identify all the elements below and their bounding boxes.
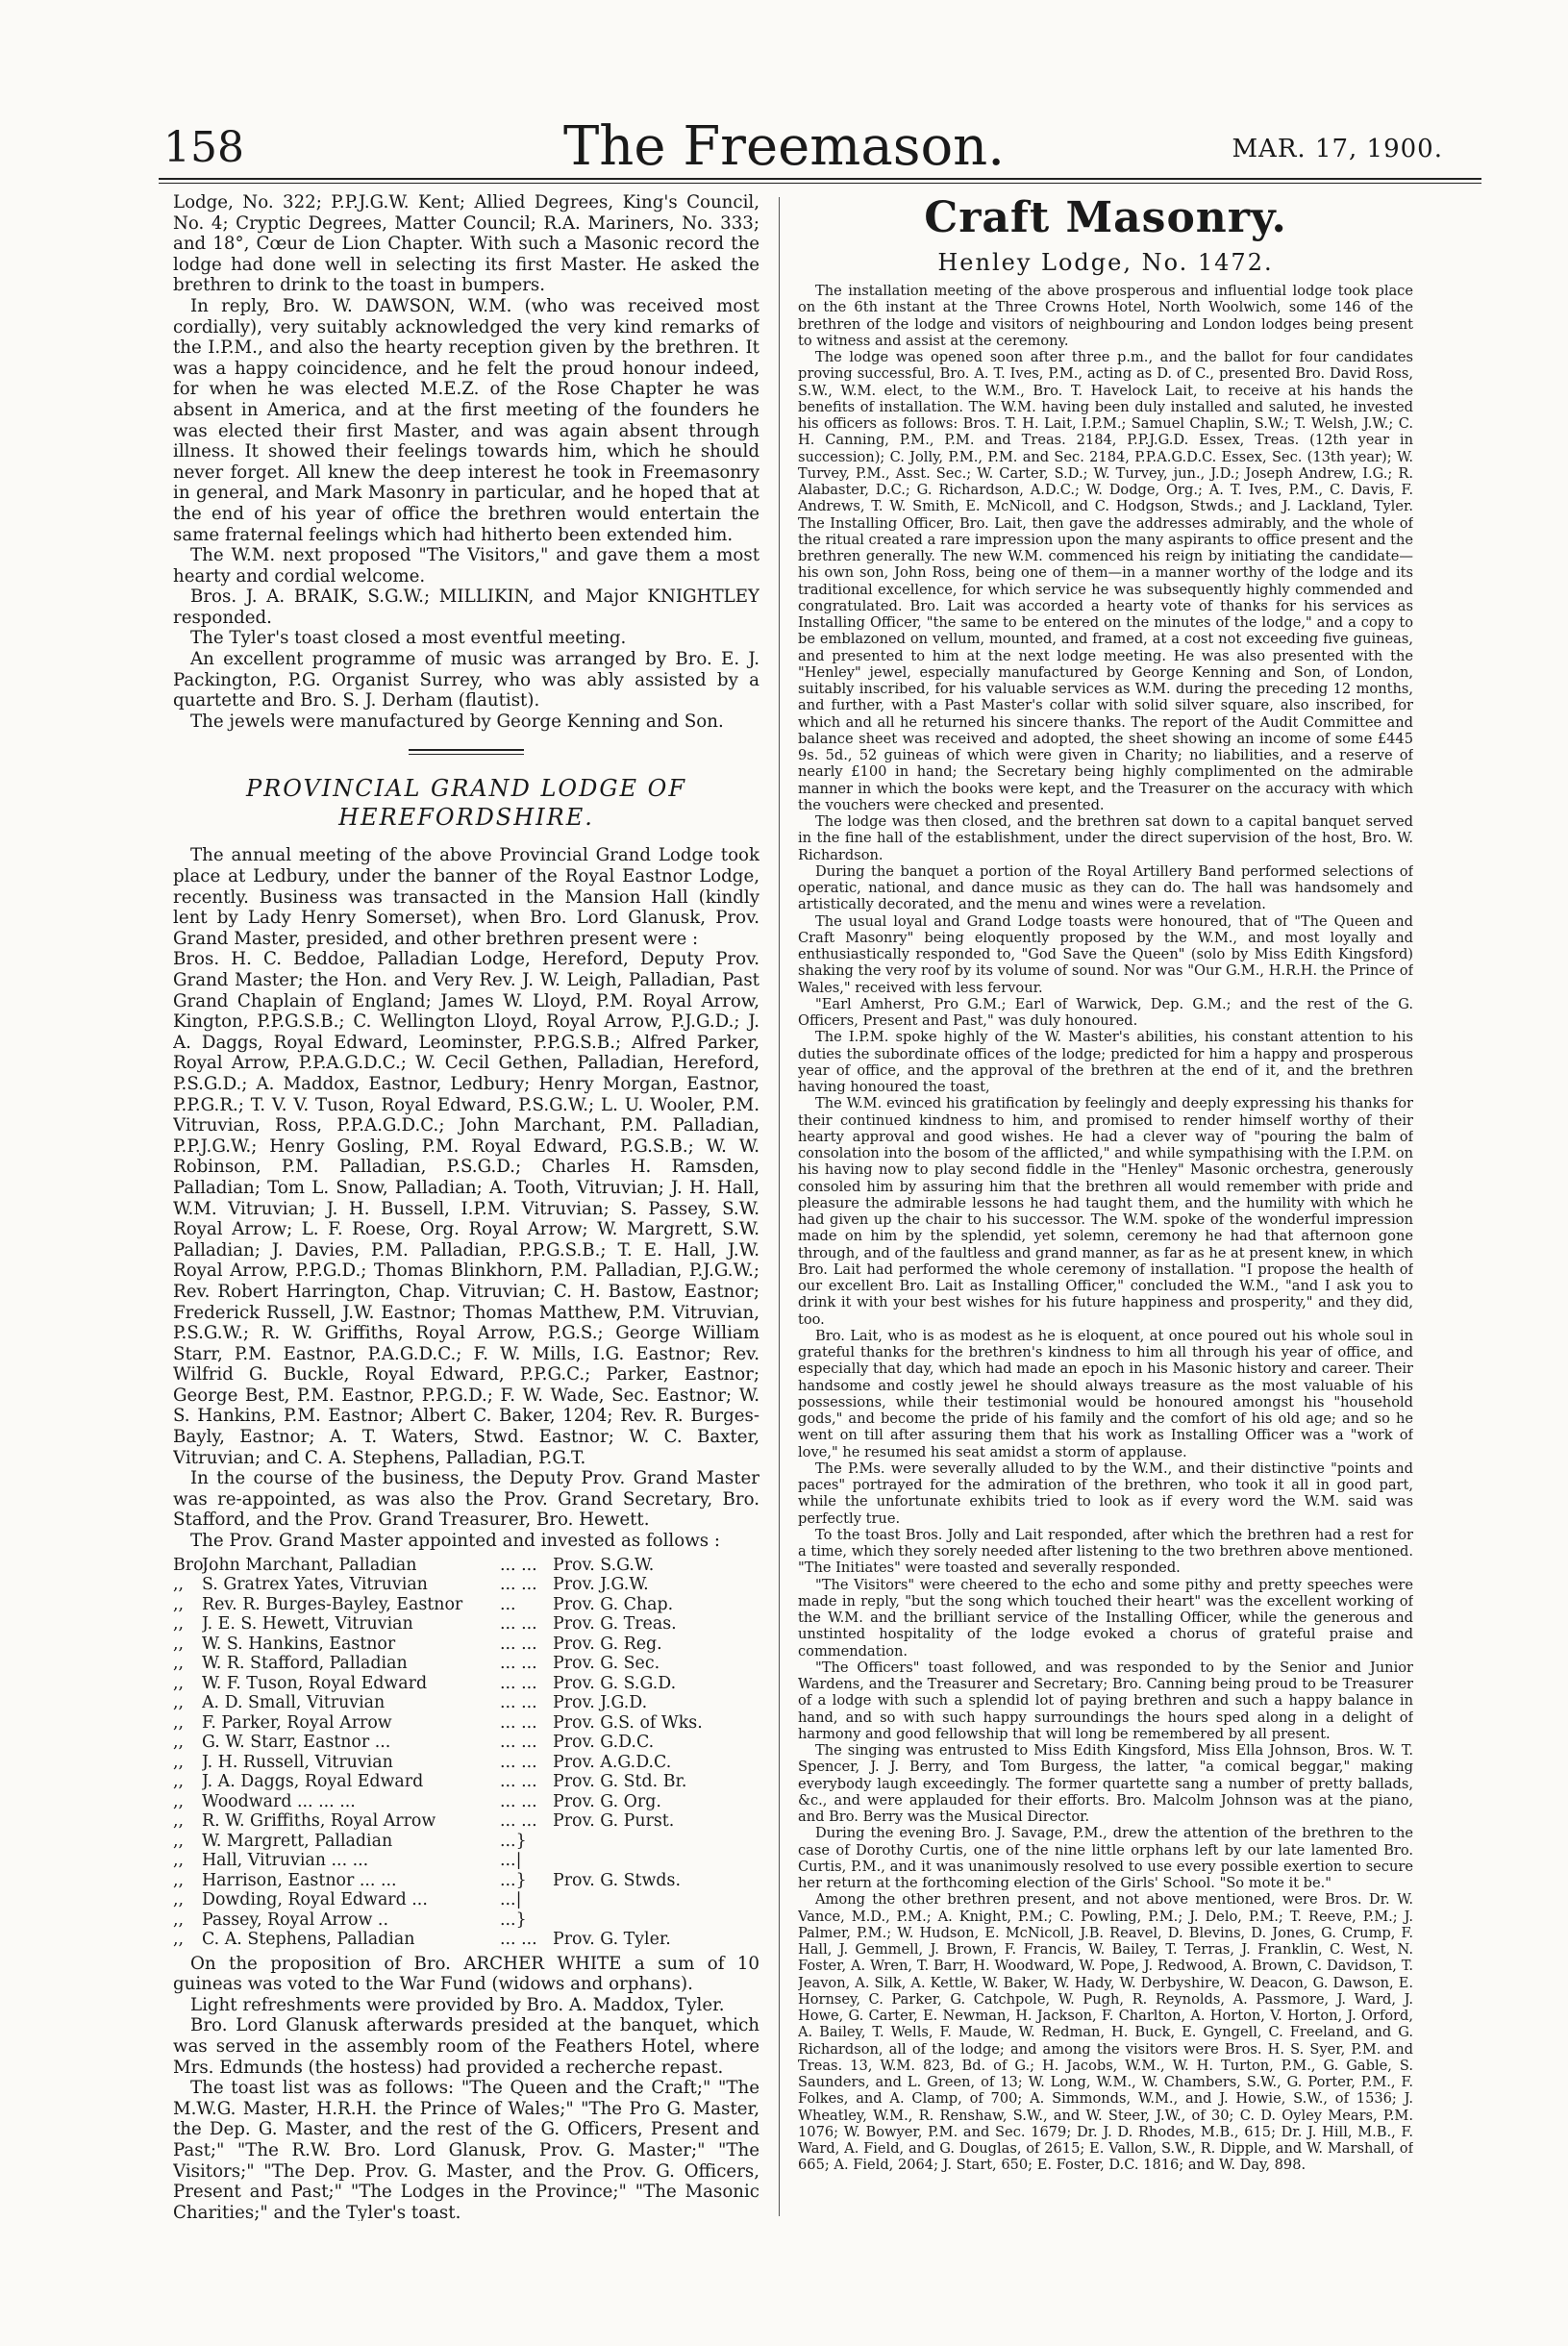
appointment-leader: ...} [500,1870,527,1890]
paragraph: Light refreshments were provided by Bro. A. Maddox, Tyler. [190,1994,725,2015]
page-header [96,106,1472,183]
appointment-row [173,1693,759,1713]
appointment-name: J. E. S. Hewett, Vitruvian [202,1614,413,1635]
paragraph: "The Officers" toast followed, and was responded to by the Senior and Junior Wardens, and the Treasurer and Secretary; Bro. Canning being proud to be Treasurer of a lodge with such a splendid lot of paying brethren and such a happy balance in hand, and so with such happy surroundings the hours sped along in a delight of harmony and good fellowship that will long be remembered by all present. [798,1659,1413,1742]
appointment-leader: ... ... [500,1654,537,1674]
appointment-office [553,1890,759,1910]
paragraph: An excellent programme of music was arranged by Bro. E. J. Packington, P.G. Organist Surrey, who was ably assisted by a quartette and Bro. S. J. Derham (flautist). [173,649,759,711]
right-column [798,192,1413,2221]
appointment-office: Prov. S.G.W. [553,1555,655,1575]
appointment-prefix: Bro. [173,1555,209,1575]
appointment-row [173,1753,759,1773]
appointment-row [173,1890,759,1910]
paragraph: The W.M. next proposed "The Visitors," and gave them a most hearty and cordial welcome. [173,545,759,586]
paragraph: The toast list was as follows: "The Queen and the Craft;" "The M.W.G. Master, H.R.H. the Prince of Wales;" "The Pro G. Master, the Dep. G. Master, and the rest of the G. Officers, Present and Past;" "The R.W. Bro. Lord Glanusk, Prov. G. Master;" "The Visitors;" "The Dep. Prov. G. Master, and the Prov. G. Officers, Present and Past;" "The Lodges in the Province;" "The Masonic Charities;" and the Tyler's toast. [173,2078,759,2221]
appointment-office: Prov. A.G.D.C. [553,1752,672,1772]
appointment-office: Prov. G. Stwds. [553,1870,682,1890]
appointment-office: Prov. G. Chap. [553,1594,674,1614]
appointment-leader: ...| [500,1851,522,1871]
appointment-prefix: ,, [173,1870,185,1890]
paragraph: The singing was entrusted to Miss Edith Kingsford, Miss Ella Johnson, Bros. W. T. Spencer, J. J. Berry, and Tom Burgess, the latter, "a comical beggar," making everybody laugh exceedingly. The former quartette sang a number of pretty ballads, &c., and were applauded for their efforts. Bro. Malcolm Johnson was at the piano, and Bro. Berry was the Musical Director. [798,1742,1413,1825]
appointment-office: Prov. J.G.W. [553,1575,649,1595]
section-heading-line: PROVINCIAL GRAND LODGE OF [246,775,686,803]
appointment-name: C. A. Stephens, Palladian [202,1930,415,1950]
paragraph: Among the other brethren present, and not above mentioned, were Bros. Dr. W. Vance, M.D., P.M.; A. Knight, P.M.; C. Powling, P.M.; J. Delo, P.M.; T. Reeve, P.M.; J. Palmer, P.M.; W. Hudson, E. McNicoll, J.B. Reavel, D. Blevins, D. Jones, G. Crump, F. Hall, J. Gemmell, J. Brown, F. Francis, W. Bailey, T. Terras, J. Franklin, C. West, N. Foster, A. Wren, T. Barr, H. Woodward, W. Pope, J. Redwood, A. Brown, C. Davidson, T. Jeavon, A. Silk, A. Kettle, W. Baker, W. Hady, W. Derbyshire, W. Deacon, G. Dawson, E. Hornsey, C. Parker, G. Catchpole, W. Pugh, R. Reynolds, A. Passmore, J. Ward, J. Howe, G. Carter, E. Newman, H. Jackson, F. Charlton, A. Horton, V. Horton, J. Orford, A. Bailey, T. Wells, F. Maude, W. Redman, H. Buck, E. Gyngell, C. Freeland, and G. Richardson, all of the lodge; and among the visitors were Bros. H. S. Syer, P.M. and Treas. 13, W.M. 823, Bd. of G.; H. Jacobs, W.M., W. H. Turton, P.M., G. Gable, S. Saunders, and L. Green, of 13; W. Long, W.M., W. Chambers, S.W., G. Porter, P.M., F. Folkes, and A. Clamp, of 700; A. Simmonds, W.M., and J. Howie, S.W., of 1536; J. Wheatley, W.M., R. Renshaw, S.W., and W. Steer, J.W., of 30; C. D. Oyley Mears, P.M. 1076; W. Bowyer, P.M. and Sec. 1679; Dr. J. D. Rhodes, M.B., 615; Dr. J. Hill, M.B., F. Ward, A. Field, and G. Douglas, of 2615; E. Vallon, S.W., R. Dipple, and W. Marshall, of 665; A. Field, 2064; J. Start, 650; E. Foster, D.C. 1816; and W. Day, 898. [798,1891,1413,2174]
appointment-row [173,1871,759,1891]
appointment-office: Prov. G. Reg. [553,1634,662,1654]
appointment-prefix: ,, [173,1614,185,1635]
paragraph: Bro. Lord Glanusk afterwards presided at the banquet, which was served in the assembly room of the Feathers Hotel, where Mrs. Edmunds (the hostess) had provided a recherche repast. [173,2015,759,2078]
appointment-leader: ...| [500,1890,522,1910]
paragraph: Bros. J. A. BRAIK, S.G.W.; MILLIKIN, and Major KNIGHTLEY responded. [173,586,759,628]
appointment-office: Prov. G.S. of Wks. [553,1712,703,1733]
paragraph: The installation meeting of the above prosperous and influential lodge took place on the 6th instant at the Three Crowns Hotel, North Woolwich, some 146 of the brethren of the lodge and visitors of neighbouring and London lodges being present to witness and assist at the ceremony. [798,283,1413,349]
appointment-row [173,1556,759,1576]
paragraph: The jewels were manufactured by George Kenning and Son. [190,711,724,732]
appointment-leader: ... ... [500,1614,537,1635]
paragraph: The Tyler's toast closed a most eventful meeting. [190,628,627,649]
section-heading-line: HEREFORDSHIRE. [338,804,594,832]
appointment-name: W. Margrett, Palladian [202,1831,393,1851]
appointment-prefix: ,, [173,1693,185,1713]
appointment-leader: ...} [500,1909,527,1930]
appointment-prefix: ,, [173,1791,185,1811]
section-title: Craft Masonry. [924,193,1287,242]
appointment-prefix: ,, [173,1733,185,1753]
appointment-row [173,1851,759,1871]
appointment-name: John Marchant, Palladian [202,1555,417,1575]
appointment-row [173,1575,759,1595]
appointment-name: W. R. Stafford, Palladian [202,1654,408,1674]
appointment-prefix: ,, [173,1752,185,1772]
appointment-name: Rev. R. Burges-Bayley, Eastnor [202,1594,463,1614]
appointment-office [553,1910,759,1931]
paragraph: In the course of the business, the Deputy Prov. Grand Master was re-appointed, as was also the Prov. Grand Secretary, Bro. Stafford, and the Prov. Grand Treasurer, Bro. Hewett. [173,1468,759,1531]
appointment-prefix: ,, [173,1851,185,1871]
appointment-prefix: ,, [173,1831,185,1851]
paragraph: The lodge was then closed, and the brethren sat down to a capital banquet served in the fine hall of the establishment, under the direct supervision of the host, Bro. W. Richardson. [798,813,1413,863]
appointment-leader: ... ... [500,1791,537,1811]
masthead-title: The Freemason. [562,115,1006,178]
appointment-leader: ... ... [500,1575,537,1595]
appointment-row [173,1595,759,1615]
appointment-row [173,1614,759,1635]
appointment-name: Passey, Royal Arrow .. [202,1909,388,1930]
appointment-row [173,1674,759,1694]
appointment-name: S. Gratrex Yates, Vitruvian [202,1575,428,1595]
appointment-name: Woodward ... ... ... [202,1791,356,1811]
appointment-leader: ... ... [500,1733,537,1753]
paragraph: To the toast Bros. Jolly and Lait responded, after which the brethren had a rest for a time, which they sorely needed after listening to the two brethren above mentioned. "The Initiates" were toasted and severally responded. [798,1526,1413,1577]
appointment-leader: ... ... [500,1634,537,1654]
left-column [173,192,759,2221]
appointment-name: A. D. Small, Vitruvian [202,1693,386,1713]
appointment-row [173,1713,759,1734]
appointment-row [173,1910,759,1931]
appointment-name: Dowding, Royal Edward ... [202,1890,428,1910]
appointment-office: Prov. G. Sec. [553,1654,660,1674]
paragraph: Lodge, No. 322; P.P.J.G.W. Kent; Allied Degrees, King's Council, No. 4; Cryptic Degrees, Matter Council; R.A. Mariners, No. 333; and 18°, Cœur de Lion Chapter. With such a Masonic record the lodge had done well in selecting its first Master. He asked the brethren to drink to the toast in bumpers. [173,192,759,296]
appointment-prefix: ,, [173,1634,185,1654]
appointment-name: J. A. Daggs, Royal Edward [202,1772,424,1792]
lodge-heading: Henley Lodge, No. 1472. [937,249,1274,276]
appointment-prefix: ,, [173,1673,185,1693]
appointment-office: Prov. G. Treas. [553,1614,677,1635]
appointment-prefix: ,, [173,1594,185,1614]
appointment-name: Hall, Vitruvian ... ... [202,1851,369,1871]
appointment-row [173,1930,759,1950]
appointment-name: G. W. Starr, Eastnor ... [202,1733,391,1753]
appointment-row [173,1832,759,1852]
appointment-name: R. W. Griffiths, Royal Arrow [202,1811,436,1832]
appointment-prefix: ,, [173,1772,185,1792]
appointment-office: Prov. G. Org. [553,1791,661,1811]
issue-date: MAR. 17, 1900. [1232,135,1443,163]
appointment-leader: ... ... [500,1555,537,1575]
appointment-name: J. H. Russell, Vitruvian [202,1752,393,1772]
paragraph: On the proposition of Bro. ARCHER WHITE a sum of 10 guineas was voted to the War Fund (widows and orphans). [173,1953,759,1995]
appointment-office: Prov. J.G.D. [553,1693,648,1713]
appointment-name: F. Parker, Royal Arrow [202,1712,392,1733]
appointment-row [173,1811,759,1832]
header-rule [159,178,1481,184]
paragraph: The I.P.M. spoke highly of the W. Master's abilities, his constant attention to his duties the subordinate offices of the lodge; predicted for him a happy and prosperous year of office, and the approval of the brethren at the end of it, and the brethren having honoured the toast, [798,1029,1413,1095]
appointment-name: Harrison, Eastnor ... ... [202,1870,397,1890]
column-divider [779,197,780,2216]
appointment-prefix: ,, [173,1575,185,1595]
appointment-prefix: ,, [173,1930,185,1950]
paragraph: The usual loyal and Grand Lodge toasts were honoured, that of "The Queen and Craft Masonry" being eloquently proposed by the W.M., and most loyally and enthusiastically responded to, "God Save the Queen" (solo by Miss Edith Kingsford) shaking the very roof by its volume of sound. Nor was "Our G.M., H.R.H. the Prince of Wales," received with less fervour. [798,912,1413,996]
appointment-leader: ... ... [500,1673,537,1693]
section-heading [173,774,759,832]
paragraph: The lodge was opened soon after three p.m., and the ballot for four candidates proving successful, Bro. A. T. Ives, P.M., acting as D. of C., presented Bro. David Ross, S.W., W.M. elect, to the W.M., Bro. T. Havelock Lait, to receive at his hands the benefits of installation. The W.M. having been duly installed and saluted, he invested his officers as follows: Bros. T. H. Lait, I.P.M.; Samuel Chaplin, S.W.; T. Welsh, J.W.; C. H. Canning, P.M., P.M. and Treas. 2184, P.P.J.G.D. Essex, Treas. (12th year in succession); C. Jolly, P.M., P.M. and Sec. 2184, P.P.A.G.D.C. Essex, Sec. (13th year); W. Turvey, P.M., Asst. Sec.; W. Carter, S.D.; W. Turvey, jun., J.D.; Joseph Andrew, I.G.; R. Alabaster, D.C.; G. Richardson, A.D.C.; W. Dodge, Org.; A. T. Ives, P.M., C. Davis, F. Andrews, T. W. Smith, E. McNicoll, and C. Hodgson, Stwds.; and J. Lackland, Tyler. The Installing Officer, Bro. Lait, then gave the addresses admirably, and the whole of the ritual created a rare impression upon the many aspirants to office present and the brethren generally. The new W.M. commenced his reign by initiating the candidate—his own son, John Ross, being one of them—in a manner worthy of the lodge and its traditional excellence, for which service he was subsequently highly commended and congratulated. Bro. Lait was accorded a hearty vote of thanks for his services as Installing Officer, "the same to be entered on the minutes of the lodge," and a copy to be emblazoned on vellum, mounted, and framed, at a cost not exceeding five guineas, and presented to him at the next lodge meeting. He was also presented with the "Henley" jewel, especially manufactured by George Kenning and Son, of London, suitably inscribed, for his valuable services as W.M. during the preceding 12 months, and further, with a Past Master's collar with solid silver square, also inscribed, for which and all he returned his sincere thanks. The report of the Audit Committee and balance sheet was received and adopted, the sheet showing an income of some £445 9s. 5d., 52 guineas of which were given in Charity; no liabilities, and a reserve of nearly £100 in hand; the Secretary being highly complimented on the admirable manner in which the books were kept, and the Treasurer on the accuracy with which the vouchers were checked and presented. [798,349,1413,813]
appointment-office: Prov. G. Purst. [553,1811,675,1832]
appointment-prefix: ,, [173,1712,185,1733]
paragraph: The W.M. evinced his gratification by feelingly and deeply expressing his thanks for their continued kindness to him, and promised to render himself worthy of their hearty approval and good wishes. He had a clever way of "pouring the balm of consolation into the bosom of the afflicted," and while sympathising with the I.P.M. on his having now to play second fiddle in the "Henley" Masonic orchestra, generously consoled him by assuring him that the brethren all would remember with pride and pleasure the admirable lessons he had taught them, and the humility with which he had given up the chair to his successor. The W.M. spoke of the wonderful impression made on him by the splendid, yet solemn, ceremony he had that afternoon gone through, and of the faultless and grand manner, as far as he at present knew, in which Bro. Lait had performed the whole ceremony of installation. "I propose the health of our excellent Bro. Lait as Installing Officer," concluded the W.M., "and I ask you to drink it with your best wishes for his future happiness and prosperity," and they did, too. [798,1095,1413,1328]
paragraph: During the banquet a portion of the Royal Artillery Band performed selections of operatic, national, and dance music as they can do. The hall was handsomely and artistically decorated, and the menu and wines were a revelation. [798,862,1413,913]
appointment-leader: ... ... [500,1752,537,1772]
appointment-office: Prov. G. Std. Br. [553,1772,687,1792]
attendees-paragraph: Bros. H. C. Beddoe, Palladian Lodge, Hereford, Deputy Prov. Grand Master; the Hon. and Very Rev. J. W. Leigh, Palladian, Past Grand Chaplain of England; James W. Lloyd, P.M. Royal Arrow, Kington, P.P.G.S.B.; C. Wellington Lloyd, Royal Arrow, P.J.G.D.; J. A. Daggs, Royal Edward, Leominster, P.P.G.S.B.; Alfred Parker, Royal Arrow, P.P.A.G.D.C.; W. Cecil Gethen, Palladian, Hereford, P.S.G.D.; A. Maddox, Eastnor, Ledbury; Henry Morgan, Eastnor, P.P.G.R.; T. V. V. Tuson, Royal Edward, P.S.G.W.; L. U. Wooler, P.M. Vitruvian, Ross, P.P.A.G.D.C.; John Marchant, P.M. Palladian, P.P.J.G.W.; Henry Gosling, P.M. Royal Edward, P.G.S.B.; W. W. Robinson, P.M. Palladian, P.S.G.D.; Charles H. Ramsden, Palladian; Tom L. Snow, Palladian; A. Tooth, Vitruvian; J. H. Hall, W.M. Vitruvian; J. H. Bussell, I.P.M. Vitruvian; S. Passey, S.W. Royal Arrow; L. F. Roese, Org. Royal Arrow; W. Margrett, S.W. Palladian; J. Davies, P.M. Palladian, P.P.G.S.B.; T. E. Hall, J.W. Royal Arrow, P.P.G.D.; Thomas Blinkhorn, P.M. Palladian, P.J.G.W.; Rev. Robert Harrington, Chap. Vitruvian; C. H. Bastow, Eastnor; Frederick Russell, J.W. Eastnor; Thomas Matthew, P.M. Vitruvian, P.S.G.W.; R. W. Griffiths, Royal Arrow, P.G.S.; George William Starr, P.M. Eastnor, P.A.G.D.C.; F. W. Mills, I.G. Eastnor; Rev. Wilfrid G. Buckle, Royal Edward, P.P.G.C.; Parker, Eastnor; George Best, P.M. Eastnor, P.P.G.D.; F. W. Wade, Sec. Eastnor; W. S. Hankins, P.M. Eastnor; Albert C. Baker, 1204; Rev. R. Burges-Bayly, Eastnor; A. T. Waters, Stwd. Eastnor; W. C. Baxter, Vitruvian; and C. A. Stephens, Palladian, P.G.T. [173,949,759,1468]
appointment-leader: ... ... [500,1930,537,1950]
appointment-office [553,1851,759,1871]
paragraph: During the evening Bro. J. Savage, P.M., drew the attention of the brethren to the case of Dorothy Curtis, one of the nine little orphans left by our late lamented Bro. Curtis, P.M., and it was unanimously resolved to use every possible exertion to secure her return at the forthcoming election of the Girls' School. "So mote it be." [798,1825,1413,1891]
appointment-leader: ...} [500,1831,527,1851]
appointment-name: W. F. Tuson, Royal Edward [202,1673,428,1693]
paragraph: The P.Ms. were severally alluded to by the W.M., and their distinctive "points and paces" portrayed for the admiration of the brethren, who took it all in good part, while the unfortunate exhibits tried to look as if every word the W.M. said was perfectly true. [798,1460,1413,1527]
appointment-row [173,1654,759,1674]
appointment-prefix: ,, [173,1654,185,1674]
appointment-prefix: ,, [173,1909,185,1930]
appointments-list [173,1556,759,1950]
appointment-name: W. S. Hankins, Eastnor [202,1634,396,1654]
appointment-leader: ... ... [500,1772,537,1792]
paragraph: The annual meeting of the above Provincial Grand Lodge took place at Ledbury, under the banner of the Royal Eastnor Lodge, recently. Business was transacted in the Mansion Hall (kindly lent by Lady Henry Somerset), when Bro. Lord Glanusk, Prov. Grand Master, presided, and other brethren present were : [173,845,759,949]
appointment-office: Prov. G.D.C. [553,1733,655,1753]
paragraph: Bro. Lait, who is as modest as he is eloquent, at once poured out his whole soul in grateful thanks for the brethren's kindness to him all through his year of office, and especially that day, which had made an epoch in his Masonic history and career. Their handsome and costly jewel he should always treasure as the most valuable of his possessions, while their testimonial would be honoured amongst his "household gods," and become the pride of his family and the comfort of his old age; and so he went on till after assuring them that his work as Installing Officer was a "work of love," he resumed his seat amidst a storm of applause. [798,1327,1413,1460]
appointment-row [173,1733,759,1753]
appointment-prefix: ,, [173,1890,185,1910]
appointment-row [173,1792,759,1812]
appointment-office [553,1832,759,1852]
paragraph: In reply, Bro. W. DAWSON, W.M. (who was received most cordially), very suitably acknowledged the very kind remarks of the I.P.M., and also the hearty reception given by the brethren. It was a happy coincidence, and he felt the proud honour indeed, for when he was elected M.E.Z. of the Rose Chapter he was absent in America, and at the first meeting of the founders he was elected their first Master, and was again absent through illness. It showed their feelings towards him, which he should never forget. All knew the deep interest he took in Freemasonry in general, and Mark Masonry in particular, and he hoped that at the end of his year of office the brethren would entertain the same fraternal feelings which had hitherto been extended him. [173,295,759,545]
appointment-leader: ... ... [500,1811,537,1832]
paragraph: "Earl Amherst, Pro G.M.; Earl of Warwick, Dep. G.M.; and the rest of the G. Officers, Present and Past," was duly honoured. [798,995,1413,1029]
paragraph: The Prov. Grand Master appointed and invested as follows : [190,1531,721,1552]
page-number: 158 [163,123,244,172]
appointment-leader: ... [500,1594,516,1614]
appointment-leader: ... ... [500,1712,537,1733]
appointment-row [173,1635,759,1655]
appointment-office: Prov. G. S.G.D. [553,1673,677,1693]
appointment-prefix: ,, [173,1811,185,1832]
appointment-leader: ... ... [500,1693,537,1713]
appointment-row [173,1772,759,1792]
section-separator [409,749,524,755]
paragraph: "The Visitors" were cheered to the echo and some pithy and pretty speeches were made in reply, "but the song which touched their heart" was the excellent working of the W.M. and the brilliant service of the Installing Officer, while the generous and unstinted hospitality of the lodge evoked a chorus of grateful praise and commendation. [798,1576,1413,1660]
appointment-office: Prov. G. Tyler. [553,1930,671,1950]
